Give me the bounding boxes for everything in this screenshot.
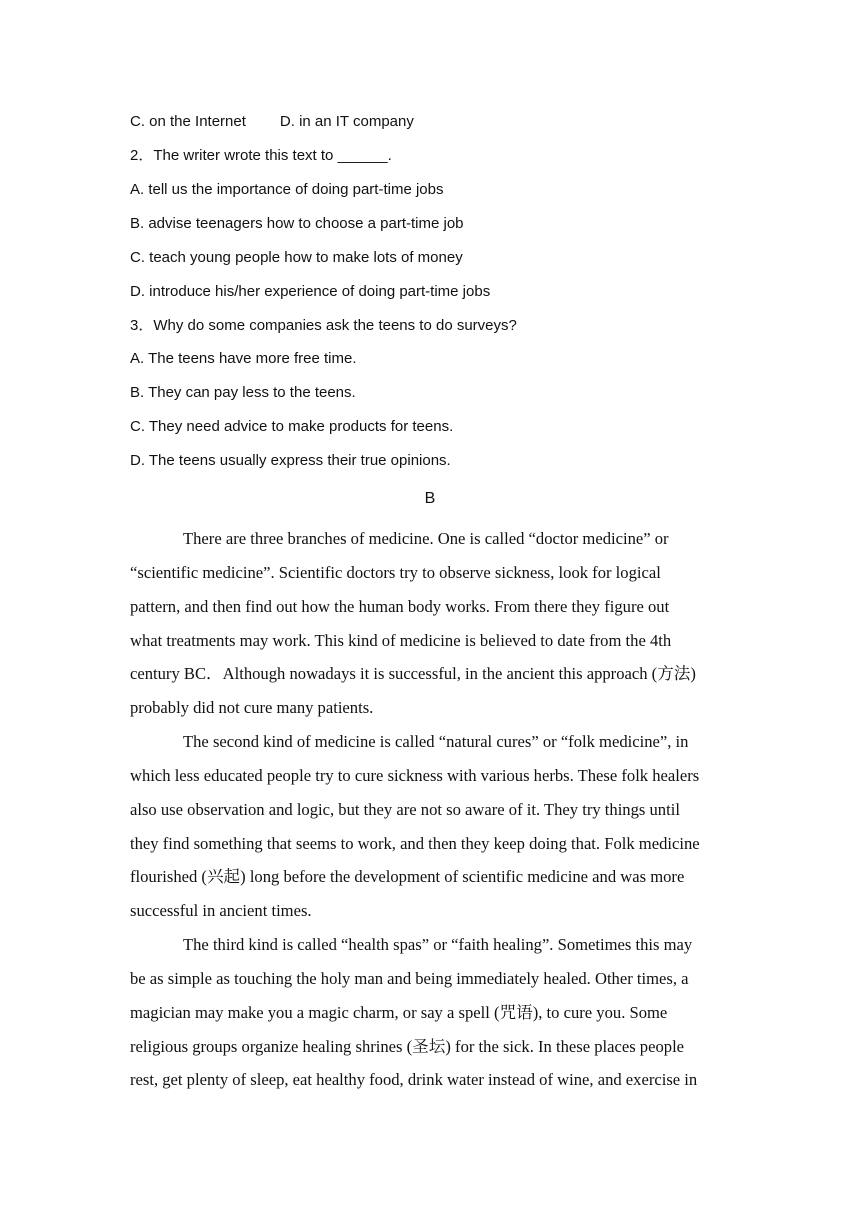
q3-option-c: C. They need advice to make products for teens. (130, 418, 454, 435)
paragraph-1-line: There are three branches of medicine. One is called “doctor medicine” or (183, 529, 669, 548)
q3-option-b: B. They can pay less to the teens. (130, 384, 356, 401)
q2-option-b: B. advise teenagers how to choose a part-time job (130, 215, 464, 232)
paragraph-2-line: they find something that seems to work, and then they keep doing that. Folk medicine (130, 834, 700, 853)
q3-option-a: A. The teens have more free time. (130, 350, 357, 367)
paragraph-3-line: be as simple as touching the holy man and being immediately healed. Other times, a (130, 969, 689, 988)
paragraph-2-line: which less educated people try to cure sickness with various herbs. These folk healers (130, 766, 700, 785)
paragraph-1-line: what treatments may work. This kind of medicine is believed to date from the 4th (130, 631, 672, 650)
paragraph-2-line: also use observation and logic, but they are not so aware of it. They try things until (130, 800, 680, 819)
section-heading: B (424, 490, 436, 507)
paragraph-3-line: rest, get plenty of sleep, eat healthy food, drink water instead of wine, and exercise in (130, 1070, 698, 1089)
q3-stem: 3．Why do some companies ask the teens to do surveys? (130, 317, 517, 334)
paragraph-2-line: flourished (兴起) long before the development of scientific medicine and was more (130, 867, 685, 886)
paragraph-1-line: “scientific medicine”. Scientific doctors try to observe sickness, look for logical (130, 563, 661, 582)
q2-option-c: C. teach young people how to make lots of money (130, 249, 463, 266)
q2-stem: 2．The writer wrote this text to ______. (130, 147, 392, 164)
q3-option-d: D. The teens usually express their true opinions. (130, 452, 451, 469)
paragraph-2-line: successful in ancient times. (130, 901, 312, 920)
paragraph-3-line: magician may make you a magic charm, or say a spell (咒语), to cure you. Some (130, 1003, 668, 1022)
paragraph-3-line: religious groups organize healing shrines (圣坛) for the sick. In these places people (130, 1037, 685, 1056)
q1-option-c: C. on the Internet (130, 113, 246, 130)
paragraph-3-line: The third kind is called “health spas” or “faith healing”. Sometimes this may (183, 935, 693, 954)
q1-options-row (130, 112, 414, 132)
q2-option-a: A. tell us the importance of doing part-time jobs (130, 181, 444, 198)
paragraph-1-line: century BC．Although nowadays it is successful, in the ancient this approach (方法) (130, 664, 696, 683)
q2-option-d: D. introduce his/her experience of doing part-time jobs (130, 283, 491, 300)
paragraph-2-line: The second kind of medicine is called “natural cures” or “folk medicine”, in (183, 732, 689, 751)
paragraph-1-line: probably did not cure many patients. (130, 698, 374, 717)
q1-option-d: D. in an IT company (279, 113, 414, 130)
paragraph-1-line: pattern, and then find out how the human body works. From there they figure out (130, 597, 670, 616)
